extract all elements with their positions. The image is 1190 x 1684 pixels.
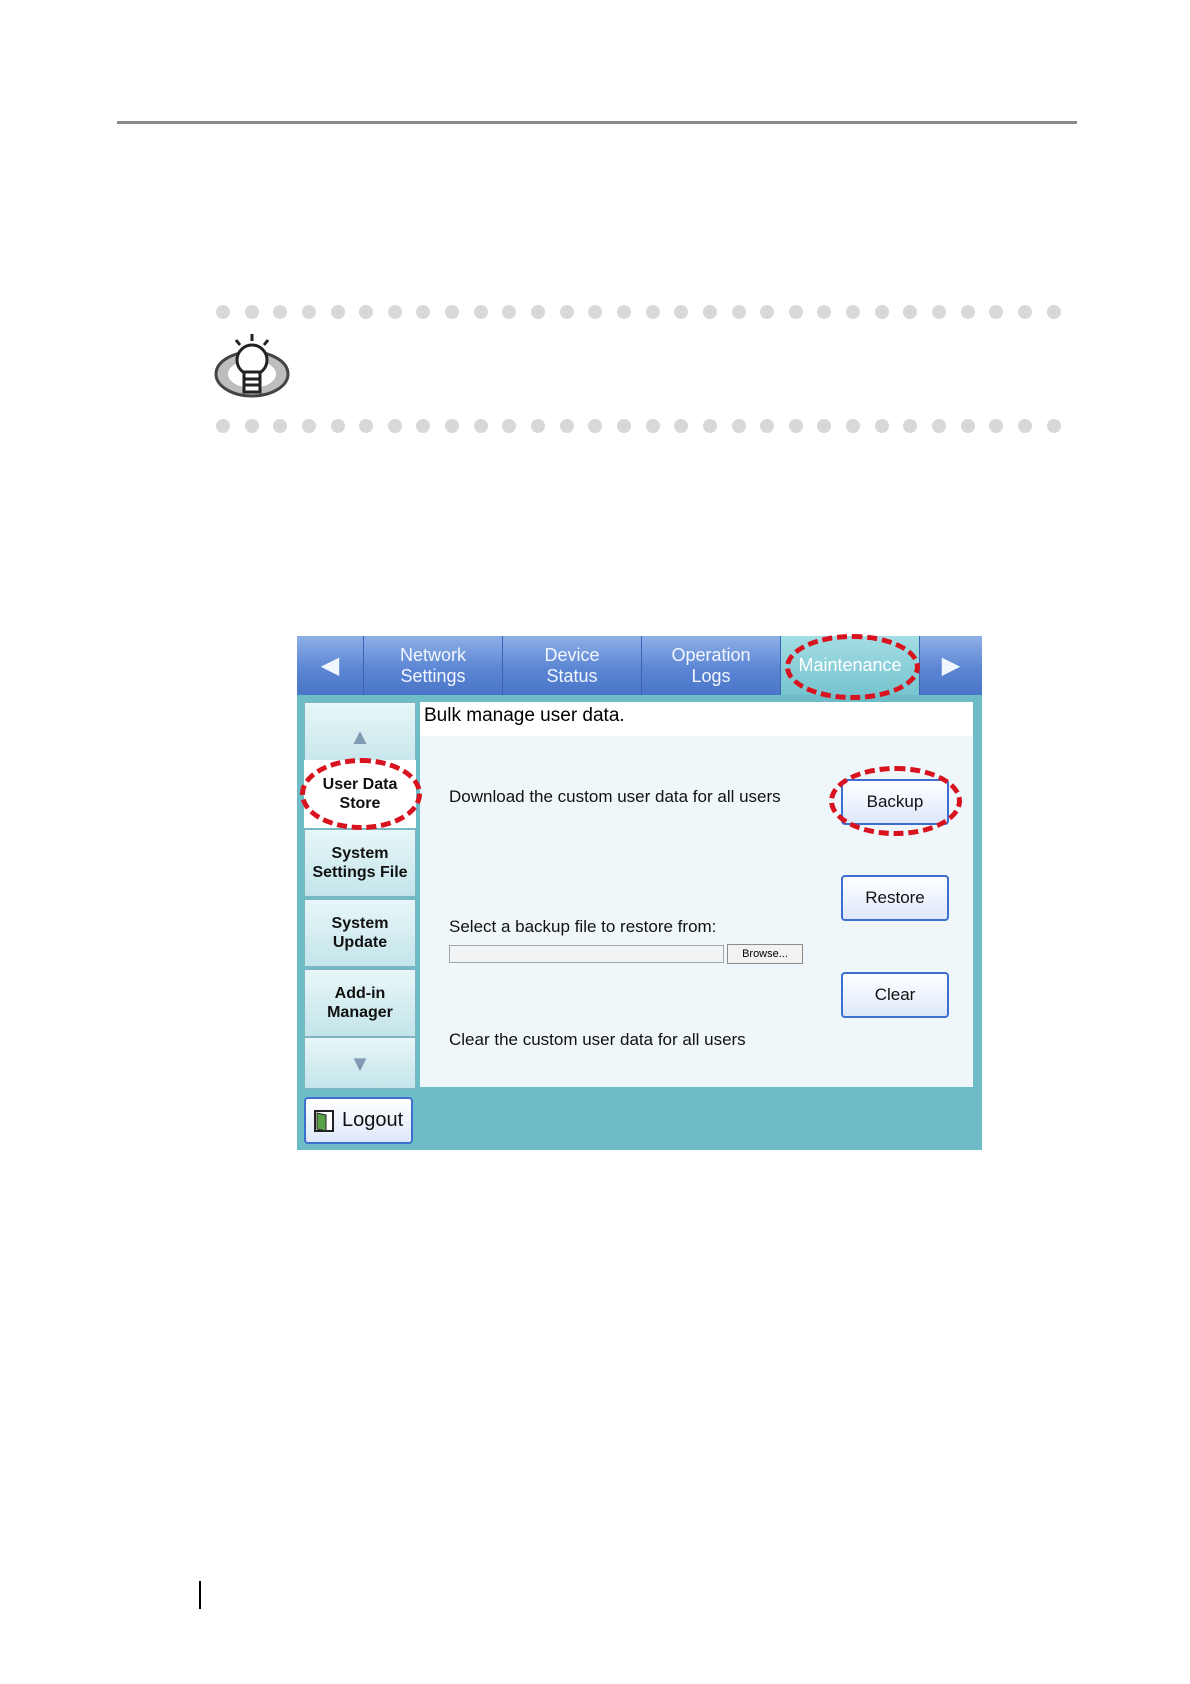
content-area (420, 702, 973, 1087)
page-title: Bulk manage user data. (420, 702, 973, 736)
clear-button[interactable]: Clear (841, 972, 949, 1018)
tab-maintenance[interactable]: Maintenance (780, 636, 919, 695)
up-arrow-icon: ▲ (349, 723, 371, 749)
sidebar-item-system-settings-file[interactable]: System Settings File (304, 829, 416, 897)
user-data-store-callout (300, 758, 422, 830)
tab-device-status[interactable]: Device Status (502, 636, 641, 695)
sidebar-item-system-update[interactable]: System Update (304, 899, 416, 967)
backup-file-input[interactable] (449, 945, 724, 963)
header-rule (117, 121, 1077, 124)
restore-button[interactable]: Restore (841, 875, 949, 921)
admin-tool-screenshot (297, 636, 982, 1150)
clear-description: Clear the custom user data for all users (449, 1030, 746, 1049)
right-arrow-icon[interactable]: ▶ (919, 636, 982, 695)
backup-description: Download the custom user data for all users (449, 787, 781, 806)
page-margin-mark (199, 1581, 201, 1609)
logout-button[interactable]: Logout (304, 1097, 413, 1144)
door-icon (314, 1110, 334, 1132)
tab-operation-logs[interactable]: Operation Logs (641, 636, 780, 695)
left-arrow-icon[interactable]: ◀ (320, 652, 340, 679)
sidebar-scroll-down[interactable] (304, 1037, 416, 1089)
sidebar-item-user-data-store[interactable]: User Data Store (304, 760, 416, 828)
backup-callout (829, 766, 962, 836)
maintenance-callout (785, 634, 920, 700)
tab-network-settings[interactable]: Network Settings (363, 636, 502, 695)
browse-button[interactable]: Browse... (727, 944, 803, 964)
lightbulb-icon (214, 330, 290, 402)
hint-top-dots (216, 305, 1061, 321)
restore-description: Select a backup file to restore from: (449, 917, 717, 936)
down-arrow-icon: ▼ (349, 1050, 371, 1076)
backup-button[interactable]: Backup (841, 779, 949, 825)
sidebar-item-add-in-manager[interactable]: Add-in Manager (304, 969, 416, 1037)
hint-bottom-dots (216, 419, 1061, 435)
